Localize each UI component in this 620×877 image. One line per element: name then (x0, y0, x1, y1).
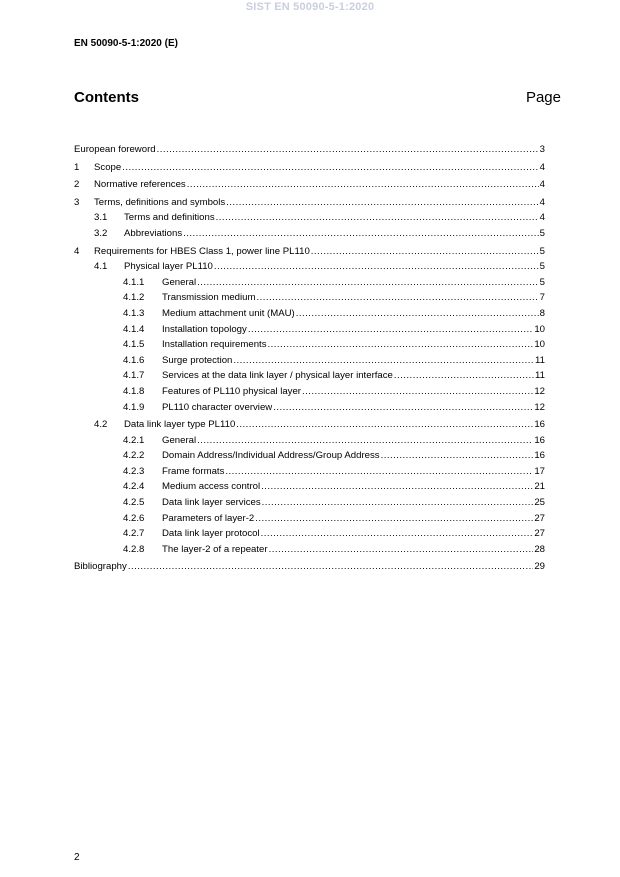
toc-entry-number: 4.1.4 (123, 323, 145, 335)
dot-leader (381, 450, 534, 461)
toc-entry[interactable] (74, 419, 545, 435)
contents-heading: Contents (74, 89, 139, 106)
toc-entry-title: General (162, 276, 197, 288)
toc-entry[interactable] (74, 481, 545, 497)
toc-entry-page: 4 (539, 179, 545, 191)
toc-entry[interactable] (74, 386, 545, 402)
toc-entry-title: Data link layer type PL110 (124, 419, 236, 431)
toc-entry-title: Medium attachment unit (MAU) (162, 307, 295, 319)
toc-entry-page: 29 (534, 561, 545, 573)
toc-entry[interactable] (74, 308, 545, 324)
toc-entry-page: 10 (534, 339, 545, 351)
dot-leader (233, 355, 534, 366)
toc-entry-page: 28 (534, 543, 545, 555)
toc-entry-page: 5 (539, 276, 545, 288)
toc-entry[interactable] (74, 197, 545, 213)
toc-entry[interactable] (74, 162, 545, 178)
toc-entry-page: 4 (539, 196, 545, 208)
dot-leader (226, 197, 538, 208)
toc-entry-number: 4.1.5 (123, 339, 145, 351)
toc-entry-number: 3.1 (94, 212, 108, 224)
dot-leader (394, 370, 534, 381)
toc-entry-title: Scope (94, 161, 122, 173)
toc-entry-page: 4 (539, 212, 545, 224)
toc-entry-page: 4 (539, 161, 545, 173)
dot-leader (197, 277, 539, 288)
dot-leader (187, 179, 539, 190)
document-identifier: EN 50090-5-1:2020 (E) (74, 38, 178, 49)
toc-entry-page: 16 (534, 434, 545, 446)
toc-entry-page: 5 (539, 227, 545, 239)
toc-entry[interactable] (74, 435, 545, 451)
toc-entry-number: 4.2.3 (123, 465, 145, 477)
toc-entry-page: 5 (539, 261, 545, 273)
toc-entry[interactable] (74, 544, 545, 560)
toc-entry[interactable] (74, 355, 545, 371)
toc-entry-page: 27 (534, 512, 545, 524)
toc-entry-number: 2 (74, 179, 80, 191)
toc-entry-number: 3 (74, 196, 80, 208)
dot-leader (183, 228, 539, 239)
toc-entry-number: 4.2.6 (123, 512, 145, 524)
toc-entry-title: Physical layer PL110 (124, 261, 213, 273)
toc-entry-number: 4.1.3 (123, 307, 145, 319)
page-number: 2 (74, 852, 80, 863)
dot-leader (122, 162, 538, 173)
toc-entry-page: 16 (534, 450, 545, 462)
page-column-heading: Page (525, 89, 561, 106)
toc-entry[interactable] (74, 561, 545, 577)
dot-leader (236, 419, 533, 430)
dot-leader (128, 561, 534, 572)
toc-entry-page: 11 (535, 370, 545, 382)
dot-leader (261, 481, 533, 492)
toc-entry-number: 4.2.8 (123, 543, 145, 555)
toc-entry-number: 4.2 (94, 419, 108, 431)
dot-leader (262, 497, 534, 508)
toc-entry-page: 21 (534, 481, 545, 493)
toc-entry-title: Transmission medium (162, 292, 256, 304)
toc-entry[interactable] (74, 246, 545, 262)
toc-entry-title: Features of PL110 physical layer (162, 385, 302, 397)
toc-entry-title: Frame formats (162, 465, 225, 477)
dot-leader (197, 435, 533, 446)
toc-entry-title: Surge protection (162, 354, 233, 366)
toc-entry-page: 25 (534, 497, 545, 509)
toc-entry-title: Installation topology (162, 323, 247, 335)
toc-entry[interactable] (74, 528, 545, 544)
toc-entry-title: Medium access control (162, 481, 261, 493)
toc-entry-number: 1 (74, 161, 80, 173)
toc-entry-title: General (162, 434, 197, 446)
toc-entry-number: 4.2.4 (123, 481, 145, 493)
dot-leader (216, 212, 539, 223)
dot-leader (256, 292, 538, 303)
toc-entry-number: 4.1.6 (123, 354, 145, 366)
toc-entry[interactable] (74, 144, 545, 160)
toc-entry-title: Data link layer protocol (162, 528, 260, 540)
toc-entry[interactable] (74, 497, 545, 513)
toc-entry-number: 4.2.1 (123, 434, 145, 446)
table-of-contents (74, 144, 545, 577)
toc-entry-title: Services at the data link layer / physical layer interface (162, 370, 393, 382)
dot-leader (157, 144, 539, 155)
dot-leader (296, 308, 539, 319)
toc-entry-number: 4.1.1 (123, 276, 145, 288)
toc-entry[interactable] (74, 261, 545, 277)
toc-entry-title: Terms, definitions and symbols (94, 196, 226, 208)
dot-leader (225, 466, 533, 477)
toc-entry[interactable] (74, 339, 545, 355)
dot-leader (214, 261, 539, 272)
toc-entry[interactable] (74, 277, 545, 293)
toc-entry-title: Normative references (94, 179, 186, 191)
toc-entry-number: 4.2.7 (123, 528, 145, 540)
toc-entry[interactable] (74, 466, 545, 482)
dot-leader (248, 324, 534, 335)
toc-entry-number: 4.1.7 (123, 370, 145, 382)
toc-entry[interactable] (74, 402, 545, 418)
toc-entry-title: European foreword (74, 144, 156, 155)
toc-entry-number: 4.1.8 (123, 385, 145, 397)
toc-entry-page: 17 (534, 465, 545, 477)
toc-entry-title: Requirements for HBES Class 1, power line PL110 (94, 245, 310, 257)
toc-entry-page: 27 (534, 528, 545, 540)
toc-entry-title: Installation requirements (162, 339, 267, 351)
toc-entry-title: The layer-2 of a repeater (162, 543, 268, 555)
toc-entry-number: 4.1.9 (123, 401, 145, 413)
toc-entry-title: Abbreviations (124, 227, 183, 239)
toc-entry-page: 8 (539, 307, 545, 319)
dot-leader (255, 513, 533, 524)
toc-entry-number: 4.2.2 (123, 450, 145, 462)
dot-leader (311, 246, 539, 257)
toc-entry[interactable] (74, 370, 545, 386)
toc-entry[interactable] (74, 513, 545, 529)
toc-entry[interactable] (74, 450, 545, 466)
toc-entry-title: Terms and definitions (124, 212, 215, 224)
toc-entry-page: 3 (539, 144, 545, 155)
toc-entry[interactable] (74, 324, 545, 340)
toc-entry-number: 3.2 (94, 227, 108, 239)
dot-leader (268, 339, 534, 350)
toc-entry-page: 7 (539, 292, 545, 304)
toc-entry-number: 4.1.2 (123, 292, 145, 304)
toc-entry-number: 4 (74, 245, 80, 257)
toc-entry[interactable] (74, 292, 545, 308)
toc-entry-page: 11 (535, 354, 545, 366)
toc-entry-title: Parameters of layer-2 (162, 512, 255, 524)
dot-leader (269, 544, 534, 555)
toc-entry-title: Bibliography (74, 561, 127, 573)
dot-leader (261, 528, 534, 539)
toc-entry[interactable] (74, 212, 545, 228)
toc-entry-page: 12 (534, 385, 545, 397)
toc-entry[interactable] (74, 228, 545, 244)
toc-entry-number: 4.2.5 (123, 497, 145, 509)
toc-entry-page: 12 (534, 401, 545, 413)
toc-entry-title: PL110 character overview (162, 401, 273, 413)
toc-entry-page: 10 (534, 323, 545, 335)
toc-entry[interactable] (74, 179, 545, 195)
toc-entry-number: 4.1 (94, 261, 108, 273)
toc-entry-page: 16 (534, 419, 545, 431)
dot-leader (302, 386, 533, 397)
toc-entry-title: Data link layer services (162, 497, 261, 509)
toc-entry-page: 5 (539, 245, 545, 257)
watermark: SIST EN 50090-5-1:2020 (245, 1, 375, 13)
dot-leader (273, 402, 533, 413)
toc-entry-title: Domain Address/Individual Address/Group Address (162, 450, 380, 462)
